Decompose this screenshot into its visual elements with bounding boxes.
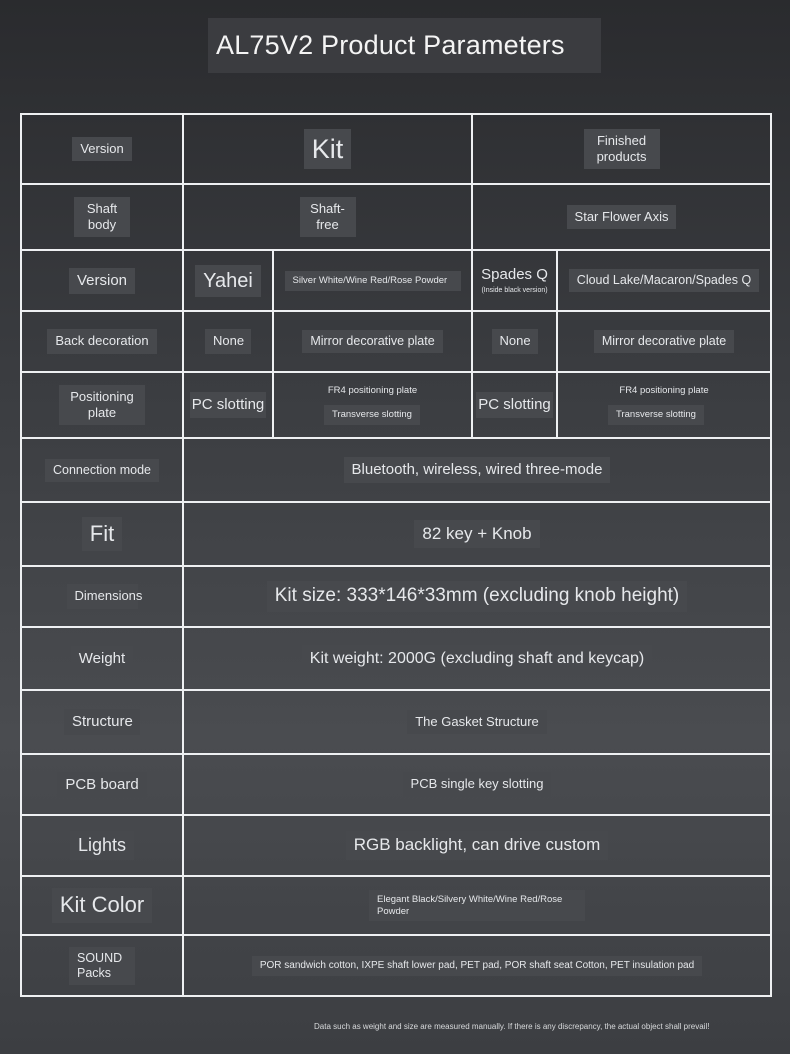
table-cell: FR4 positioning plate Transverse slotting [273, 372, 472, 438]
table-row [21, 566, 771, 627]
page-title: AL75V2 Product Parameters [216, 30, 565, 60]
table-row [21, 815, 771, 876]
row-label: Kit Color [21, 876, 183, 935]
finished-column-header: Finished products [472, 114, 771, 184]
row-label: Version [21, 114, 183, 184]
table-cell: POR sandwich cotton, IXPE shaft lower pad, PET pad, POR shaft seat Cotton, PET insulation pad [183, 935, 771, 996]
table-row [21, 250, 771, 311]
table-cell: None [183, 311, 273, 372]
table-cell: Cloud Lake/Macaron/Spades Q [557, 250, 771, 311]
footnote: Data such as weight and size are measured manually. If there is any discrepancy, the actual object shall prevail! [314, 1022, 710, 1031]
kit-column-header: Kit [183, 114, 472, 184]
table-row [21, 690, 771, 754]
table-row [21, 184, 771, 250]
table-cell: Shaft-free [183, 184, 472, 250]
table-cell: FR4 positioning plate Transverse slotting [557, 372, 771, 438]
title-banner [208, 18, 601, 73]
row-label: Connection mode [21, 438, 183, 502]
table-row [21, 114, 771, 184]
row-label: Shaft body [21, 184, 183, 250]
table-cell: 82 key + Knob [183, 502, 771, 566]
table-row [21, 438, 771, 502]
table-row [21, 627, 771, 690]
row-label: Positioning plate [21, 372, 183, 438]
row-label: Structure [21, 690, 183, 754]
table-row [21, 876, 771, 935]
table-cell: The Gasket Structure [183, 690, 771, 754]
row-label: Version [21, 250, 183, 311]
table-cell: Kit size: 333*146*33mm (excluding knob height) [183, 566, 771, 627]
table-cell: Star Flower Axis [472, 184, 771, 250]
table-cell: PC slotting [472, 372, 557, 438]
row-label: Dimensions [21, 566, 183, 627]
table-cell: PCB single key slotting [183, 754, 771, 815]
parameters-table [20, 113, 772, 997]
table-cell: Elegant Black/Silvery White/Wine Red/Rose Powder [183, 876, 771, 935]
table-row [21, 935, 771, 996]
table-row [21, 502, 771, 566]
table-cell: None [472, 311, 557, 372]
table-cell: PC slotting [183, 372, 273, 438]
table-cell: Bluetooth, wireless, wired three-mode [183, 438, 771, 502]
table-cell: Spades Q (Inside black version) [472, 250, 557, 311]
table-cell: Silver White/Wine Red/Rose Powder [273, 250, 472, 311]
table-cell: Yahei [183, 250, 273, 311]
row-label: Back decoration [21, 311, 183, 372]
row-label: SOUND Packs [21, 935, 183, 996]
table-cell: Kit weight: 2000G (excluding shaft and keycap) [183, 627, 771, 690]
table-cell: RGB backlight, can drive custom [183, 815, 771, 876]
table-row [21, 754, 771, 815]
table-cell: Mirror decorative plate [273, 311, 472, 372]
row-label: Weight [21, 627, 183, 690]
row-label: Lights [21, 815, 183, 876]
table-cell: Mirror decorative plate [557, 311, 771, 372]
table-row [21, 372, 771, 438]
row-label: PCB board [21, 754, 183, 815]
table-row [21, 311, 771, 372]
row-label: Fit [21, 502, 183, 566]
